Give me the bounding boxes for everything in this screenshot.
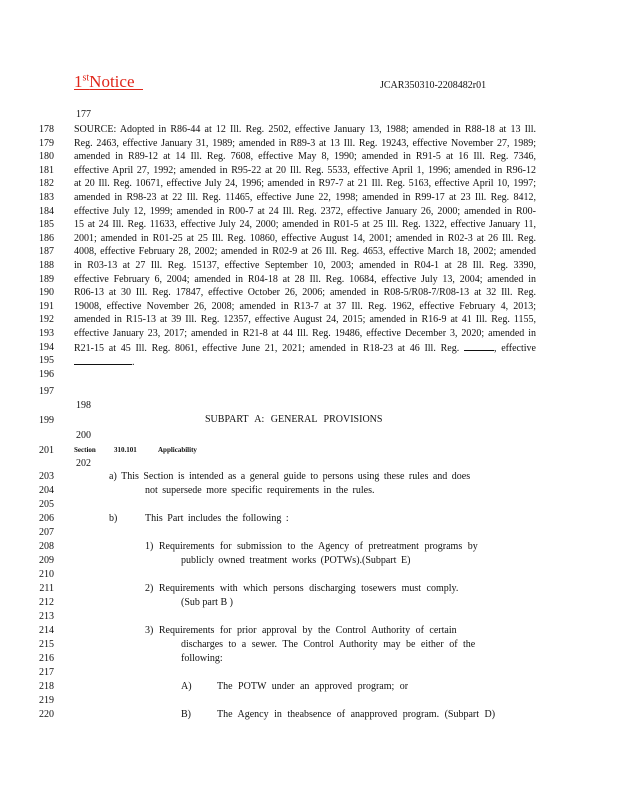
line-number: 198: [76, 400, 91, 411]
item-3-line2: discharges to a sewer. The Control Authority may be either of the: [181, 639, 476, 650]
item-3-line1: 3) Requirements for prior approval by the Control Authority of certain: [145, 625, 457, 636]
line-number: 189: [39, 273, 54, 285]
line-number: 190: [39, 287, 54, 299]
notice-superscript: st: [82, 72, 90, 84]
line-number: 209: [39, 555, 54, 566]
line-number: 202: [76, 458, 91, 469]
line-number: 194: [39, 341, 54, 353]
line-number: 183: [39, 192, 54, 203]
line-number: 178: [39, 124, 54, 135]
line-number: 220: [39, 709, 54, 720]
line-number: 197: [39, 386, 54, 397]
line-number: 187: [39, 246, 54, 258]
section-title: Applicability: [158, 446, 197, 454]
blank-line: [74, 355, 132, 365]
section-number: 310.101: [114, 446, 137, 454]
item-2-line1: 2) Requirements with which persons discharging tosewers must comply.: [145, 583, 459, 594]
line-number: 203: [39, 471, 54, 482]
notice-word: Notice: [89, 72, 135, 91]
line-number: 210: [39, 569, 54, 580]
line-number: 204: [39, 485, 54, 496]
subsection-b-label: b): [109, 513, 118, 524]
line-number: 195: [39, 355, 54, 367]
subsection-b-text: This Part includes the following :: [145, 513, 289, 524]
line-number: 219: [39, 695, 54, 706]
section-label: Section: [74, 446, 96, 454]
line-number: 206: [39, 513, 54, 524]
line-number: 215: [39, 639, 54, 650]
line-number: 217: [39, 667, 54, 678]
subsection-a-line2: not supersede more specific requirements in the rules.: [145, 485, 375, 496]
line-number: 185: [39, 219, 54, 231]
document-id: JCAR350310-2208482r01: [380, 80, 487, 91]
line-number: 212: [39, 597, 54, 608]
line-number: 216: [39, 653, 54, 664]
line-number: 188: [39, 260, 54, 271]
notice-title: [74, 72, 143, 92]
item-A-text: The POTW under an approved program; or: [217, 681, 409, 692]
source-trailer: , effective: [493, 342, 536, 354]
item-A-label: A): [181, 681, 192, 692]
notice-ordinal: 1: [74, 72, 83, 91]
line-number: 193: [39, 328, 54, 339]
source-note: SOURCE: Adopted in R86-44 at 12 Ill. Reg. 2502, effective January 13, 1988; amended in R88-18 at 13 Ill. Reg. 2463, effective January 31, 1989; amended in R89-3 at 13 Ill. Reg. 19243, effective November 27, 1989; amended in R89-12 at 14 Ill. Reg. 7608, effective May 8, 1990; amended in R91-5 at 16 Ill. Reg. 7346, effective April 27, 1992; amended in R95-22 at 20 Ill. Reg. 5533, effective April 1, 1996; amended in R96-12 at 20 Ill. Reg. 10671, effective July 24, 1996; amended in R97-7 at 21 Ill. Reg. 5163, effective April 10, 1997; amended in R98-23 at 22 Ill. Reg. 11465, effective June 22, 1998; amended in R99-17 at 23 Ill. Reg. 8412, effective July 12, 1999; amended in R00-7 at 24 Ill. Reg. 2372, effective January 26, 2000; amended in R00-15 at 24 Ill. Reg. 11633, effective July 24, 2000; amended in R01-5 at 25 Ill. Reg. 1322, effective January 11, 2001; amended in R01-25 at 25 Ill. Reg. 10860, effective August 14, 2001; amended in R02-3 at 26 Ill. Reg. 4008, effective February 28, 2002; amended in R02-9 at 26 Ill. Reg. 4653, effective March 18, 2002; amended in R03-13 at 27 Ill. Reg. 15137, effective September 10, 2003; amended in R04-1 at 28 Ill. Reg. 3390, effective February 6, 2004; amended in R04-18 at 28 Ill. Reg. 10684, effective July 13, 2004; amended in R06-13 at 30 Ill. Reg. 17847, effective October 26, 2006; amended in R08-5/R08-7/R08-13 at 32 Ill. Reg. 19008, effective November 26, 2008; amended in R13-7 at 37 Ill. Reg. 1962, effective February 4, 2013; amended in R15-13 at 39 Ill. Reg. 12357, effective August 24, 2015; amended in R16-9 at 41 Ill. Reg. 1155, effective January 23, 2017; amended in R21-8 at 44 Ill. Reg. 19486, effective December 3, 2020; amended in R21-15 at 45 Ill. Reg. 8061, effective June 21, 2021; amended in R18-23 at 46 Ill. Reg. , effective .: [74, 124, 536, 369]
line-number: 184: [39, 205, 54, 217]
line-number: 177: [76, 109, 91, 120]
subsection-a-line1: a) This Section is intended as a general guide to persons using these rules and does: [109, 471, 471, 482]
line-number: 196: [39, 368, 54, 380]
source-text: SOURCE: Adopted in R86-44 at 12 Ill. Reg. 2502, effective January 13, 1988; amended in R88-18 at 13 Ill. Reg. 2463, effective January 31, 1989; amended in R89-3 at 13 Ill. Reg. 19243, effective November 27, 1989; amended in R89-12 at 14 Ill. Reg. 7608, effective May 8, 1990; amended in R91-5 at 16 Ill. Reg. 7346, effective April 27, 1992; amended in R95-22 at 20 Ill. Reg. 5533, effective April 1, 1996; amended in R96-12 at 20 Ill. Reg. 10671, effective July 24, 1996; amended in R97-7 at 21 Ill. Reg. 5163, effective April 10, 1997; amended in R98-23 at 22 Ill. Reg. 11465, effective June 22, 1998; amended in R99-17 at 23 Ill. Reg. 8412, effective July 12, 1999; amended in R00-7 at 24 Ill. Reg. 2372, effective January 26, 2000; amended in R00-15 at 24 Ill. Reg. 11633, effective July 24, 2000; amended in R01-5 at 25 Ill. Reg. 1322, effective January 11, 2001; amended in R01-25 at 25 Ill. Reg. 10860, effective August 14, 2001; amended in R02-3 at 26 Ill. Reg. 4008, effective February 28, 2002; amended in R02-9 at 26 Ill. Reg. 4653, effective March 18, 2002; amended in R03-13 at 27 Ill. Reg. 15137, effective September 10, 2003; amended in R04-1 at 28 Ill. Reg. 3390, effective February 6, 2004; amended in R04-18 at 28 Ill. Reg. 10684, effective July 13, 2004; amended in R06-13 at 30 Ill. Reg. 17847, effective October 26, 2006; amended in R08-5/R08-7/R08-13 at 32 Ill. Reg. 19008, effective November 26, 2008; amended in R13-7 at 37 Ill. Reg. 1962, effective February 4, 2013; amended in R15-13 at 39 Ill. Reg. 12357, effective August 24, 2015; amended in R16-9 at 41 Ill. Reg. 1155, effective January 23, 2017; amended in R21-8 at 44 Ill. Reg. 19486, effective December 3, 2020; amended in R21-15 at 45 Ill. Reg. 8061, effective June 21, 2021; amended in R18-23 at 46 Ill. Reg.: [74, 124, 536, 354]
item-3-line3: following:: [181, 653, 223, 664]
line-number: 199: [39, 415, 54, 426]
line-number: 192: [39, 314, 54, 326]
item-B-label: B): [181, 709, 191, 720]
line-number: 179: [39, 137, 54, 149]
line-number: 200: [76, 430, 91, 441]
line-number: 211: [39, 583, 54, 594]
line-number: 218: [39, 681, 54, 692]
subpart-heading: SUBPART A: GENERAL PROVISIONS: [205, 414, 383, 425]
item-B-text: The Agency in theabsence of anapproved program. (Subpart D): [217, 709, 496, 720]
line-number: 213: [39, 611, 54, 622]
item-1-line2: publicly owned treatment works (POTWs).(Subpart E): [181, 555, 411, 566]
line-number: 201: [39, 445, 54, 456]
line-number: 191: [39, 300, 54, 312]
line-number: 182: [39, 178, 54, 190]
line-number: 205: [39, 499, 54, 510]
line-number: 207: [39, 527, 54, 538]
item-1-line1: 1) Requirements for submission to the Agency of pretreatment programs by: [145, 541, 478, 552]
line-number: 214: [39, 625, 54, 636]
line-number: 186: [39, 232, 54, 244]
line-number: 180: [39, 151, 54, 163]
item-2-line2: (Sub part B ): [181, 597, 233, 608]
blank-line: [464, 341, 494, 351]
line-number: 208: [39, 541, 54, 552]
line-number: 181: [39, 164, 54, 176]
